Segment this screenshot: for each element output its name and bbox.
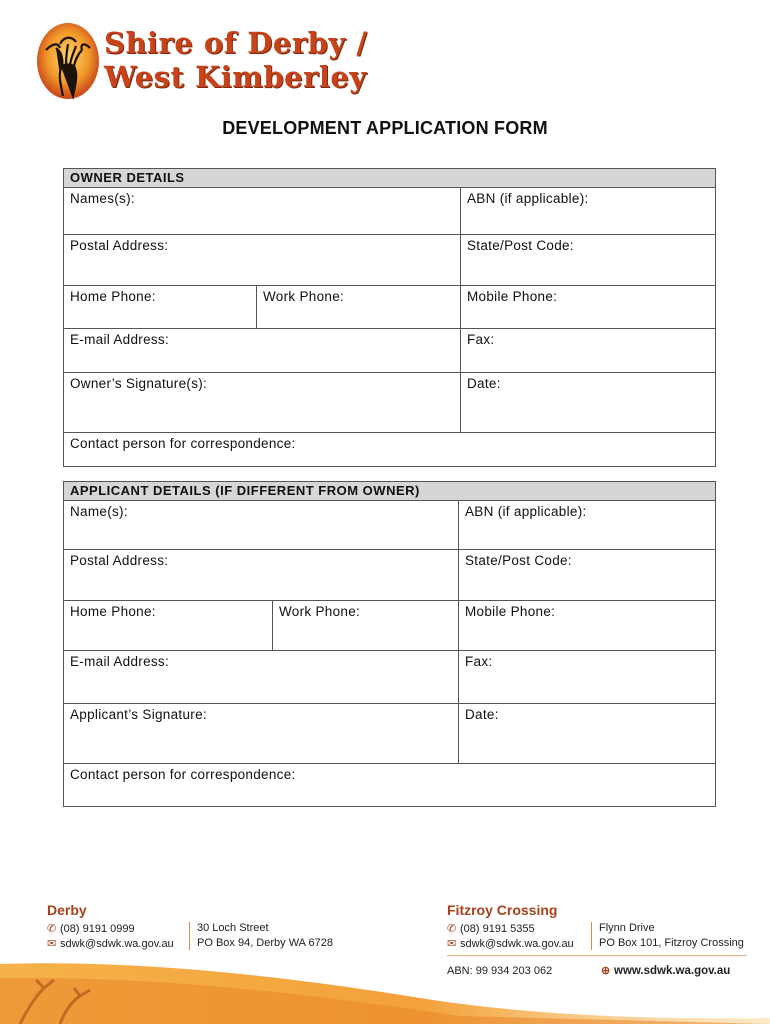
footer-rule bbox=[447, 955, 747, 956]
owner-postal-address-field[interactable]: Postal Address: bbox=[64, 235, 461, 286]
derby-phone bbox=[47, 922, 135, 935]
applicant-state-post-code-field[interactable]: State/Post Code: bbox=[459, 550, 716, 601]
owner-email-field[interactable]: E-mail Address: bbox=[64, 329, 461, 373]
logo-line-2: West Kimberley bbox=[104, 60, 367, 94]
applicant-details-heading: APPLICANT DETAILS (IF DIFFERENT FROM OWNER) bbox=[64, 482, 716, 501]
applicant-email-field[interactable]: E-mail Address: bbox=[64, 651, 459, 704]
owner-abn-field[interactable]: ABN (if applicable): bbox=[461, 188, 716, 235]
logo-line-1: Shire of Derby / bbox=[104, 26, 368, 60]
derby-email[interactable] bbox=[47, 937, 174, 950]
derby-phone-text: (08) 9191 0999 bbox=[60, 923, 135, 935]
fitzroy-email-text[interactable]: sdwk@sdwk.wa.gov.au bbox=[460, 938, 574, 950]
decorative-swoosh bbox=[0, 958, 770, 1024]
applicant-fax-field[interactable]: Fax: bbox=[459, 651, 716, 704]
applicant-home-phone-field[interactable]: Home Phone: bbox=[64, 601, 273, 651]
website-text[interactable]: www.sdwk.wa.gov.au bbox=[614, 965, 731, 977]
owner-fax-field[interactable]: Fax: bbox=[461, 329, 716, 373]
applicant-mobile-phone-field[interactable]: Mobile Phone: bbox=[459, 601, 716, 651]
applicant-date-field[interactable]: Date: bbox=[459, 704, 716, 764]
owner-mobile-phone-field[interactable]: Mobile Phone: bbox=[461, 286, 716, 329]
derby-office-name: Derby bbox=[47, 902, 87, 918]
applicant-contact-person-field[interactable]: Contact person for correspondence: bbox=[64, 764, 716, 807]
derby-po-box: PO Box 94, Derby WA 6728 bbox=[197, 937, 333, 949]
owner-details-table bbox=[63, 168, 716, 467]
owner-names-field[interactable]: Names(s): bbox=[64, 188, 461, 235]
owner-home-phone-field[interactable]: Home Phone: bbox=[64, 286, 257, 329]
globe-icon: ⊕ bbox=[601, 965, 611, 977]
fitzroy-street: Flynn Drive bbox=[599, 922, 655, 934]
form-title: DEVELOPMENT APPLICATION FORM bbox=[222, 118, 548, 138]
phone-icon: ✆ bbox=[447, 923, 457, 935]
fitzroy-phone bbox=[447, 922, 535, 935]
phone-icon: ✆ bbox=[47, 923, 57, 935]
abn-number: ABN: 99 934 203 062 bbox=[447, 965, 553, 977]
owner-signature-field[interactable]: Owner’s Signature(s): bbox=[64, 373, 461, 433]
derby-email-text[interactable]: sdwk@sdwk.wa.gov.au bbox=[60, 938, 174, 950]
fitzroy-email[interactable] bbox=[447, 937, 574, 950]
applicant-signature-field[interactable]: Applicant’s Signature: bbox=[64, 704, 459, 764]
applicant-work-phone-field[interactable]: Work Phone: bbox=[273, 601, 459, 651]
derby-divider bbox=[189, 922, 190, 950]
fitzroy-phone-text: (08) 9191 5355 bbox=[460, 923, 535, 935]
fitzroy-po-box: PO Box 101, Fitzroy Crossing bbox=[599, 937, 744, 949]
applicant-names-field[interactable]: Name(s): bbox=[64, 501, 459, 550]
applicant-details-table bbox=[63, 481, 716, 807]
owner-work-phone-field[interactable]: Work Phone: bbox=[257, 286, 461, 329]
fitzroy-office-name: Fitzroy Crossing bbox=[447, 902, 558, 918]
envelope-icon: ✉ bbox=[47, 938, 57, 950]
owner-state-post-code-field[interactable]: State/Post Code: bbox=[461, 235, 716, 286]
owner-date-field[interactable]: Date: bbox=[461, 373, 716, 433]
envelope-icon: ✉ bbox=[447, 938, 457, 950]
fitzroy-divider bbox=[591, 922, 592, 950]
shire-name bbox=[104, 26, 367, 94]
owner-details-heading: OWNER DETAILS bbox=[64, 169, 716, 188]
owner-contact-person-field[interactable]: Contact person for correspondence: bbox=[64, 433, 716, 467]
applicant-postal-address-field[interactable]: Postal Address: bbox=[64, 550, 459, 601]
shire-logo bbox=[36, 22, 366, 102]
applicant-abn-field[interactable]: ABN (if applicable): bbox=[459, 501, 716, 550]
derby-street: 30 Loch Street bbox=[197, 922, 269, 934]
boab-tree-logo-icon bbox=[36, 22, 100, 100]
